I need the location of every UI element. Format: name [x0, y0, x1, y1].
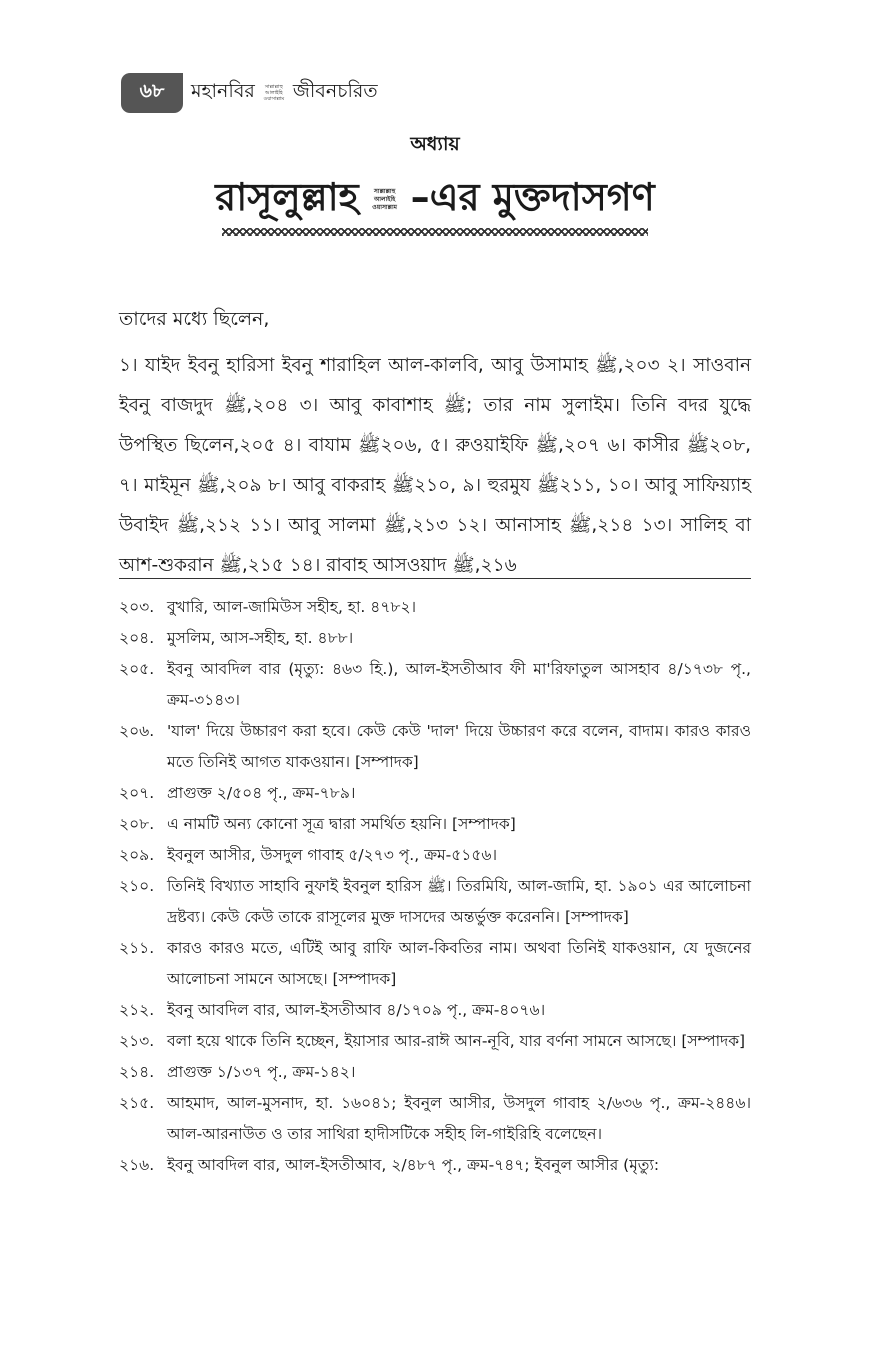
footnote-text: কারও কারও মতে, এটিই আবু রাফি আল-কিবতির নাম। অথবা তিনিই যাকওয়ান, যে দুজনের আলোচনা সামনে আসছে। [সম্পাদক] [167, 939, 751, 988]
title-ornament [222, 228, 648, 236]
chapter-label: অধ্যায় [410, 133, 460, 155]
footnote [119, 716, 751, 778]
main-paragraph: ১। যাইদ ইবনু হারিসা ইবনু শারাহিল আল-কালবি, আবু উসামাহ ﷺ,২০৩ ২। সাওবান ইবনু বাজদুদ ﷺ,২০৪ ৩। আবু কাবাশাহ ﷺ; তার নাম সুলাইম। তিনি বদর যুদ্ধে উপস্থিত ছিলেন,২০৫ ৪। বাযাম ﷺ২০৬, ৫। রুওয়াইফি ﷺ,২০৭ ৬। কাসীর ﷺ২০৮, ৭। মাইমূন ﷺ,২০৯ ৮। আবু বাকরাহ ﷺ২১০, ৯। হুরমুয ﷺ২১১, ১০। আবু সাফিয়্যাহ উবাইদ ﷺ,২১২ ১১। আবু সালমা ﷺ,২১৩ ১২। আনাসাহ ﷺ,২১৪ ১৩। সালিহ বা আশ-শুকরান ﷺ,২১৫ ১৪। রাবাহ আসওয়াদ ﷺ,২১৬ [119, 355, 752, 576]
footnote-number: ২১৪. [119, 1063, 155, 1081]
footnote-text: ইবনু আবদিল বার (মৃত্যু: ৪৬৩ হি.), আল-ইসতীআব ফী মা'রিফাতুল আসহাব ৪/১৭৩৮ পৃ., ক্রম-৩১৪৩। [167, 660, 751, 709]
chapter-title [0, 168, 870, 232]
footnote [119, 871, 751, 933]
footnote [119, 1088, 751, 1150]
footnote-number: ২০৮. [119, 815, 155, 833]
footnote-text: 'যাল' দিয়ে উচ্চারণ করা হবে। কেউ কেউ 'দাল' দিয়ে উচ্চারণ করে বলেন, বাদাম। কারও কারও মতে তিনিই আগত যাকওয়ান। [সম্পাদক] [167, 722, 751, 771]
book-title-second: জীবনচরিত [292, 80, 378, 102]
footnote-text: ইবনু আবদিল বার, আল-ইসতীআব, ২/৪৮৭ পৃ., ক্রম-৭৪৭; ইবনুল আসীর (মৃত্যু: [167, 1156, 660, 1174]
footnotes [119, 592, 751, 1181]
intro-text: তাদের মধ্যে ছিলেন, [119, 308, 270, 330]
chapter-title-second: –এর মুক্তদাসগণ [410, 175, 655, 219]
footnote [119, 1150, 751, 1181]
footnote [119, 1057, 751, 1088]
footnote [119, 592, 751, 623]
footnote-number: ২১৫. [119, 1094, 155, 1112]
footnote [119, 778, 751, 809]
footnote [119, 933, 751, 995]
footnote-number: ২১২. [119, 1001, 155, 1019]
footnote-number: ২১০. [119, 877, 155, 895]
footnote-number: ২১১. [119, 939, 155, 957]
footnote-text: আহমাদ, আল-মুসনাদ, হা. ১৬০৪১; ইবনুল আসীর, উসদুল গাবাহ ২/৬৩৬ পৃ., ক্রম-২৪৪৬। আল-আরনাউত ও তার সাথিরা হাদীসটিকে সহীহ লি-গাইরিহি বলেছেন। [167, 1094, 751, 1143]
page-number: ৬৮ [121, 73, 183, 113]
footnote-text: ইবনুল আসীর, উসদুল গাবাহ ৫/২৭৩ পৃ., ক্রম-৫১৫৬। [167, 846, 498, 864]
footnote [119, 840, 751, 871]
footnote-text: প্রাগুক্ত ২/৫০৪ পৃ., ক্রম-৭৮৯। [167, 784, 356, 802]
footnote-number: ২০৪. [119, 629, 155, 647]
footnote [119, 809, 751, 840]
footnote-text: এ নামটি অন্য কোনো সূত্র দ্বারা সমর্থিত হয়নি। [সম্পাদক] [167, 815, 516, 833]
book-title [191, 77, 378, 109]
footnote [119, 654, 751, 716]
book-title-first: মহানবির [191, 80, 255, 102]
footnote-number: ২১৬. [119, 1156, 155, 1174]
footnote-text: মুসলিম, আস-সহীহ, হা. ৪৮৮। [167, 629, 354, 647]
footnote-number: ২০৬. [119, 722, 155, 740]
footnote-text: ইবনু আবদিল বার, আল-ইসতীআব ৪/১৭০৯ পৃ., ক্রম-৪০৭৬। [167, 1001, 546, 1019]
footnote-number: ২০৫. [119, 660, 155, 678]
footnote-number: ২১৩. [119, 1032, 155, 1050]
footnote [119, 1026, 751, 1057]
footnote-text: তিনিই বিখ্যাত সাহাবি নুফাই ইবনুল হারিস ﷺ। তিরমিযি, আল-জামি, হা. ১৯০১ এর আলোচনা দ্রষ্টব্য। কেউ কেউ তাকে রাসূলের মুক্ত দাসদের অন্তর্ভুক্ত করেননি। [সম্পাদক] [167, 877, 751, 926]
footnote-text: বলা হয়ে থাকে তিনি হচ্ছেন, ইয়াসার আর-রাঈ আন-নূবি, যার বর্ণনা সামনে আসছে। [সম্পাদক] [167, 1032, 746, 1050]
saw-calligraphy: সাল্লাল্লাহু আলাইহি ওয়াসাল্লাম [372, 188, 398, 211]
saw-calligraphy-small: সাল্লাল্লাহু আলাইহি ওয়াসাল্লাম [263, 84, 285, 102]
footnote-number: ২০৯. [119, 846, 155, 864]
chapter-title-first: রাসূলুল্লাহ [215, 175, 359, 219]
footnote-number: ২০৩. [119, 598, 155, 616]
footnote-text: প্রাগুক্ত ১/১৩৭ পৃ., ক্রম-১৪২। [167, 1063, 356, 1081]
footnote [119, 995, 751, 1026]
footnote [119, 623, 751, 654]
running-header [121, 73, 378, 113]
footnote-text: বুখারি, আল-জামিউস সহীহ, হা. ৪৭৮২। [167, 598, 417, 616]
footnote-divider [119, 578, 751, 579]
footnote-number: ২০৭. [119, 784, 155, 802]
